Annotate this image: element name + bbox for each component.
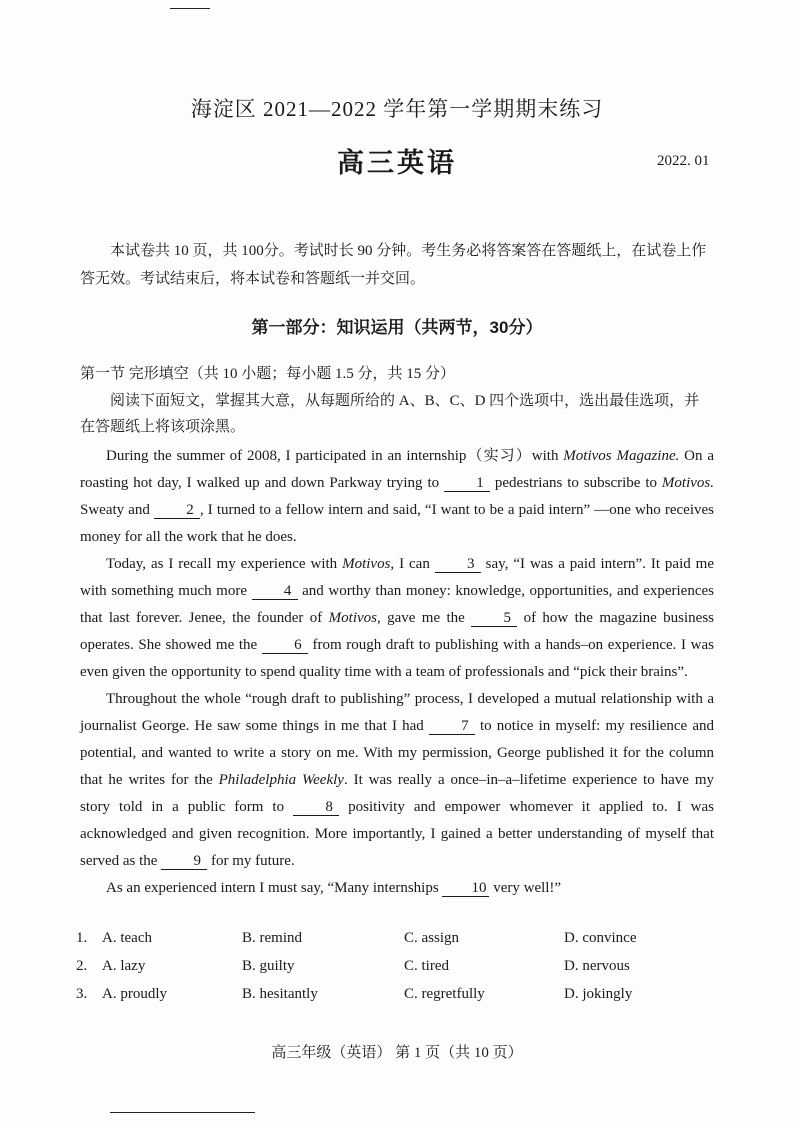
scan-mark-bottom [110, 1112, 255, 1113]
option-b: B. guilty [242, 958, 295, 974]
text: , I turned to a fellow intern and said, “I want to be a paid intern” —one who receives money for all the work that he does. [80, 502, 714, 545]
text: . It was really a once–in–a–lifetime experience to have my story told in a public form to [80, 772, 714, 815]
option-d: D. jokingly [564, 986, 633, 1002]
blank-1: 1 [444, 475, 490, 492]
exam-date: 2022. 01 [657, 153, 710, 169]
blank-10: 10 [442, 880, 489, 897]
blank-9: 9 [161, 853, 207, 870]
blank-2: 2 [154, 502, 200, 519]
text: , I can [390, 556, 435, 572]
option-d: D. convince [564, 930, 637, 946]
question-number: 2. [76, 958, 88, 974]
blank-6: 6 [262, 637, 308, 654]
publication-name: Philadelphia Weekly [218, 772, 344, 788]
option-d: D. nervous [564, 958, 630, 974]
blank-4: 4 [252, 583, 298, 600]
text: Throughout the whole “rough draft to publishing” process, I developed a mutual relationship with a journalist George. He saw some things in me that I had [80, 691, 714, 734]
text: During the summer of 2008, I participated in an internship（实习）with [106, 448, 564, 464]
magazine-name: Motivos Magazine. [563, 448, 680, 464]
text: of how the magazine business operates. She showed me the [80, 610, 715, 653]
option-a: A. lazy [102, 958, 146, 974]
part-heading: 第一部分：知识运用（共两节，30分） [251, 318, 543, 337]
text: On a roasting hot day, I walked up and down Parkway trying to [80, 448, 714, 491]
option-c: C. regretfully [404, 986, 485, 1002]
text: very well!” [489, 880, 562, 896]
page-footer: 高三年级（英语） 第 1 页（共 10 页） [271, 1045, 523, 1061]
text: Sweaty and [80, 502, 154, 518]
text: positivity and empower whomever it applied to. I was acknowledged and given recognition. More importantly, I gained a better understanding of myself that served as the [80, 799, 714, 869]
text: and worthy than money: knowledge, opportunities, and experiences that last forever. Jenee, the founder of [80, 583, 714, 626]
question-options [76, 986, 716, 1014]
text: As an experienced intern I must say, “Many internships [106, 880, 443, 896]
question-number: 1. [76, 930, 88, 946]
text: pedestrians to subscribe to [490, 475, 662, 491]
text: say, “I was a paid intern”. It paid me with something much more [80, 556, 714, 599]
question-number: 3. [76, 986, 88, 1002]
paragraph-4 [80, 875, 714, 902]
blank-3: 3 [435, 556, 481, 573]
paragraph-3 [80, 686, 714, 875]
text: to notice in myself: my resilience and potential, and wanted to write a story on me. With my permission, George published it for the column that he writes for the [80, 718, 714, 788]
scan-mark-top [170, 8, 210, 9]
option-a: A. proudly [102, 986, 167, 1002]
option-a: A. teach [102, 930, 152, 946]
magazine-name: Motivos [328, 610, 377, 626]
blank-5: 5 [471, 610, 517, 627]
paragraph-1 [80, 443, 714, 551]
magazine-name: Motivos [342, 556, 391, 572]
text: , gave me the [377, 610, 472, 626]
paragraph-2 [80, 551, 714, 686]
magazine-name: Motivos. [661, 475, 714, 491]
subject-title: 高三英语 [337, 148, 457, 178]
text: for my future. [207, 853, 295, 869]
text: Today, as I recall my experience with [106, 556, 343, 572]
answer-options [76, 930, 716, 1014]
question-options [76, 958, 716, 986]
option-b: B. hesitantly [242, 986, 318, 1002]
blank-7: 7 [429, 718, 475, 735]
cloze-passage [80, 443, 714, 902]
section-intro: 阅读下面短文，掌握其大意，从每题所给的 A、B、C、D 四个选项中，选出最佳选项，并在答题纸上将该项涂黑。 [80, 393, 700, 435]
section-title: 第一节 完形填空（共 10 小题；每小题 1.5 分，共 15 分） [80, 366, 456, 382]
exam-title: 海淀区 2021—2022 学年第一学期期末练习 [190, 97, 604, 121]
option-b: B. remind [242, 930, 302, 946]
blank-8: 8 [293, 799, 339, 816]
question-options [76, 930, 716, 958]
exam-instructions: 本试卷共 10 页，共 100分。考试时长 90 分钟。考生务必将答案答在答题纸上，在试卷上作答无效。考试结束后，将本试卷和答题纸一并交回。 [80, 243, 707, 287]
option-c: C. assign [404, 930, 460, 946]
text: from rough draft to publishing with a hands–on experience. I was even given the opportunity to spend quality time with a team of professionals and “pick their brains”. [80, 637, 715, 680]
option-c: C. tired [404, 958, 449, 974]
